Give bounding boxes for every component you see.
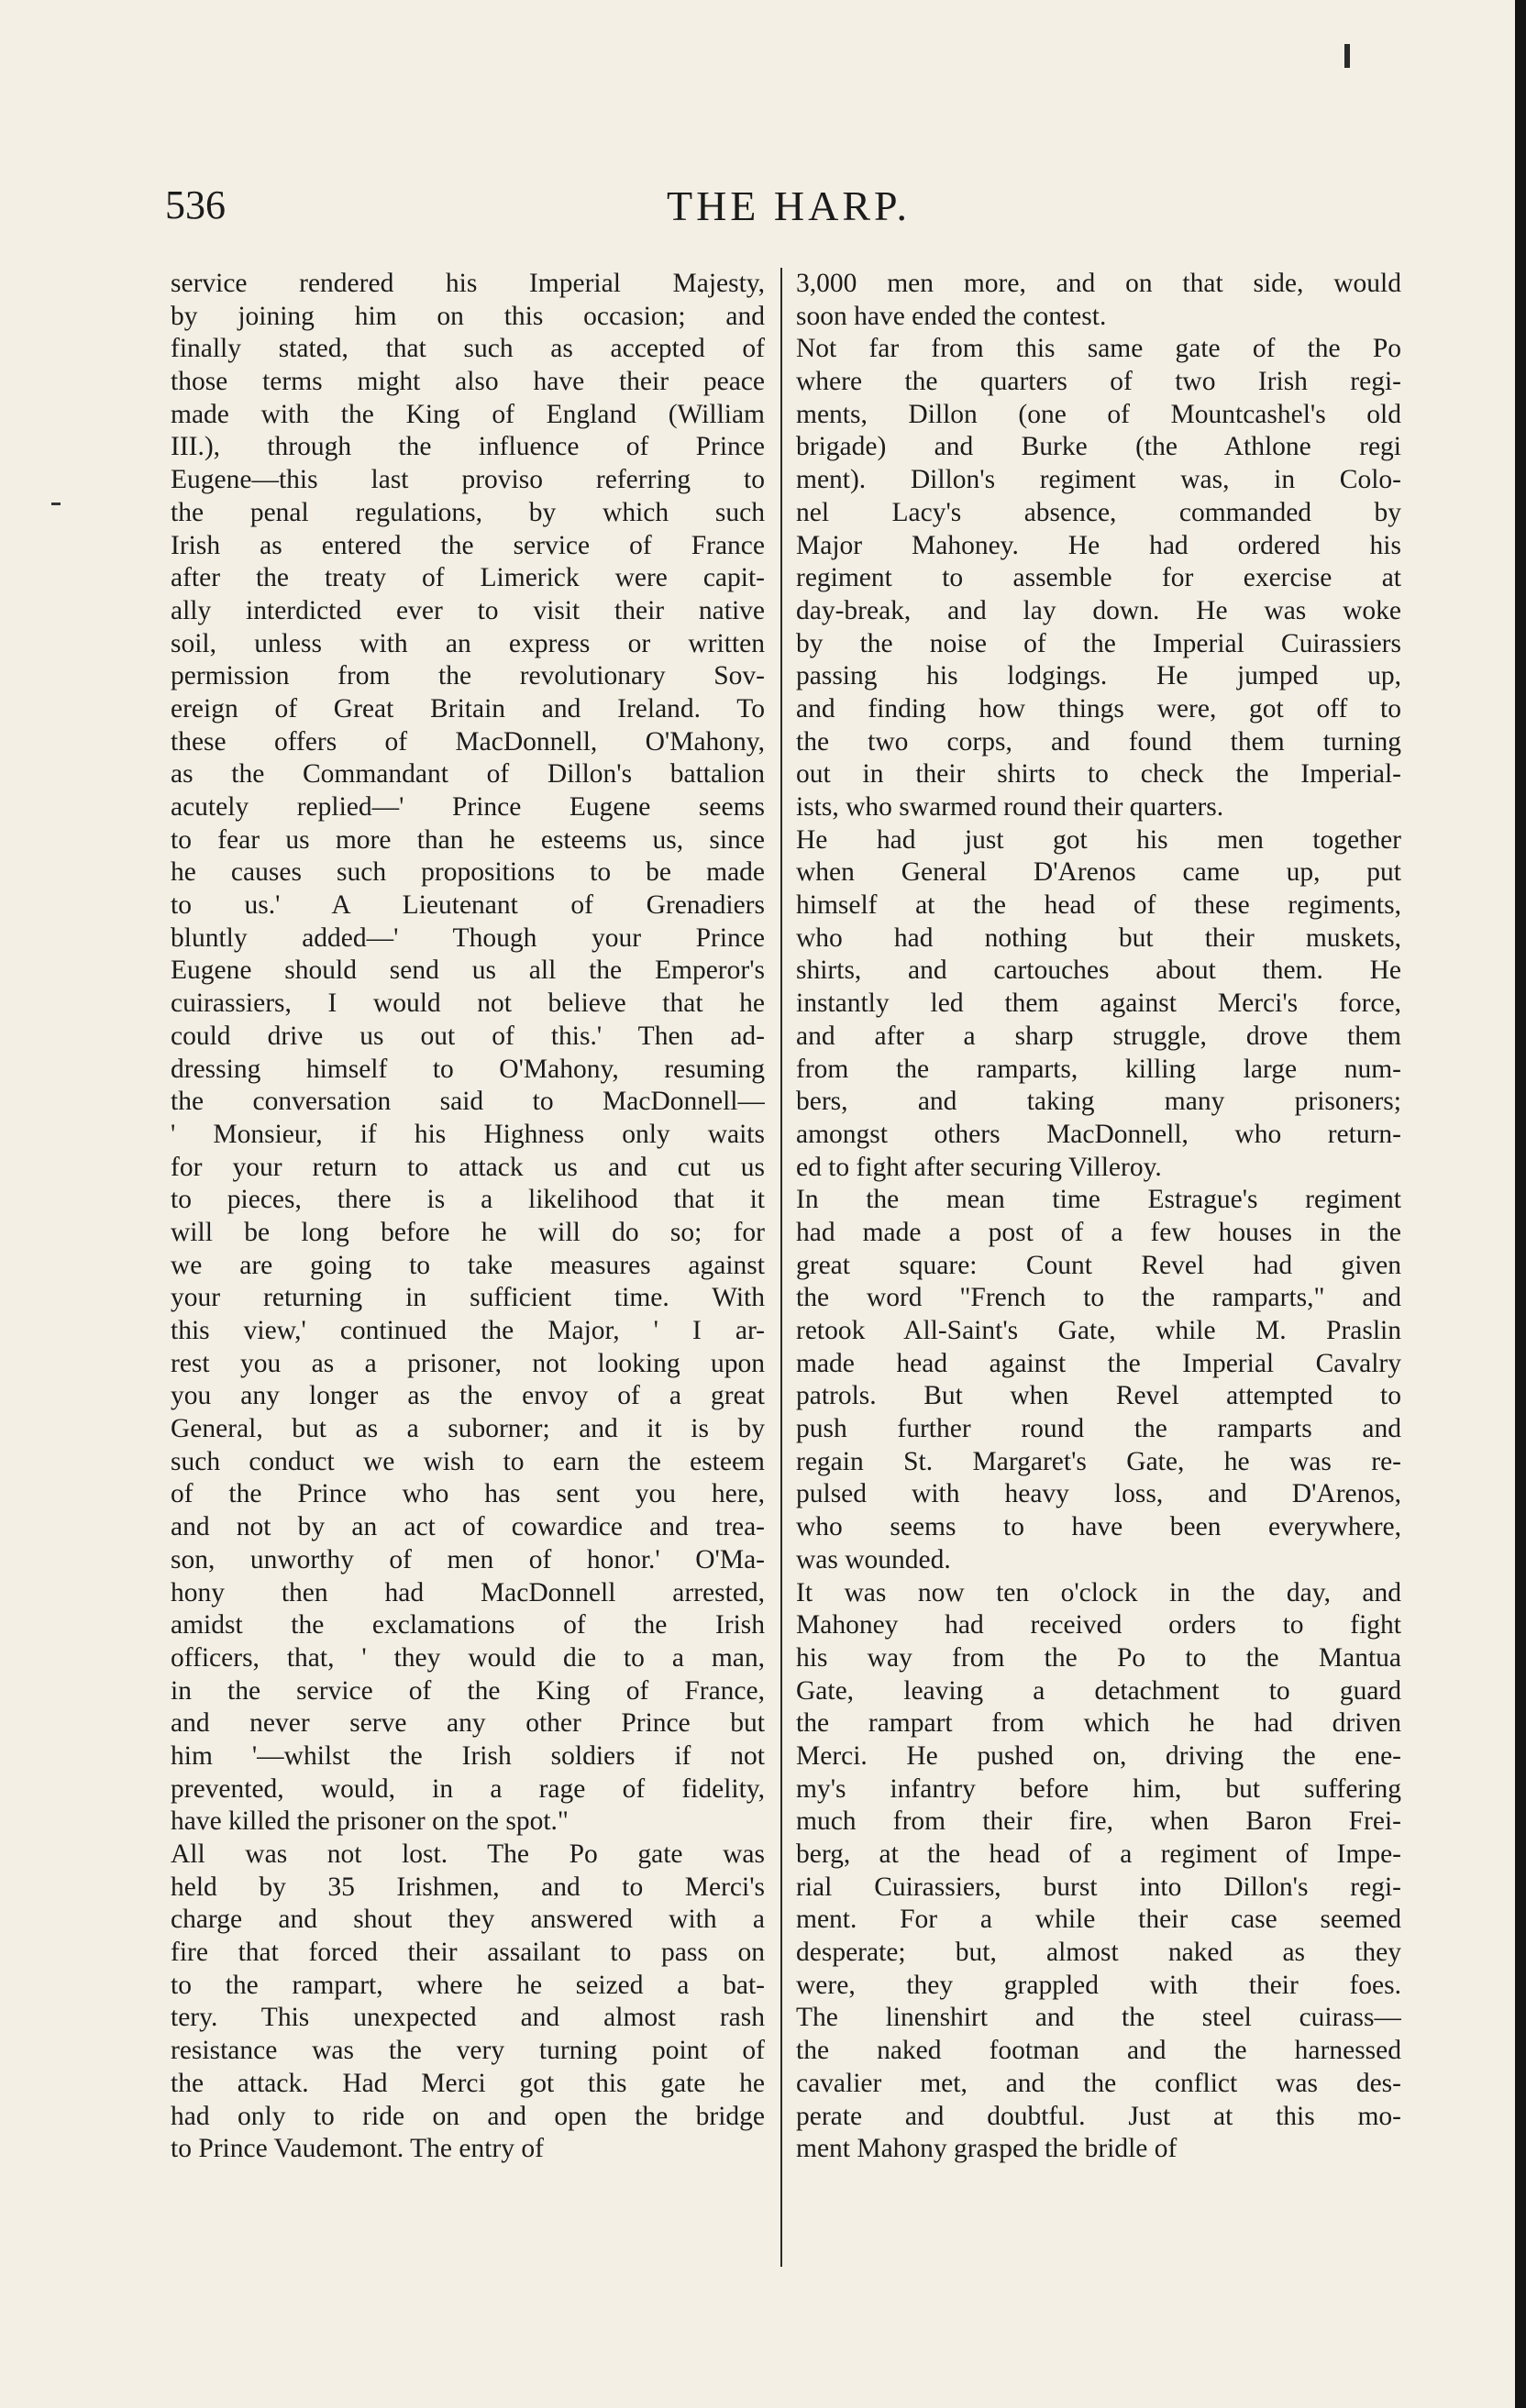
text-line: It was now ten o'clock in the day, and [796,1577,1401,1607]
text-line: Eugene—this last proviso referring to [171,465,765,495]
text-line: ment. For a while their case seemed [796,1905,1401,1935]
text-line: In the mean time Estrague's regiment [796,1185,1401,1215]
text-line: where the quarters of two Irish regi- [796,367,1401,397]
text-line: day-break, and lay down. He was woke [796,595,1401,625]
text-line: those terms might also have their peace [171,367,765,397]
text-line: regain St. Margaret's Gate, he was re- [796,1446,1401,1476]
text-line: and after a sharp struggle, drove them [796,1021,1401,1051]
text-line: the attack. Had Merci got this gate he [171,2068,765,2098]
text-line: berg, at the head of a regiment of Impe- [796,1839,1401,1869]
text-line: nel Lacy's absence, commanded by [796,497,1401,527]
text-line: and never serve any other Prince but [171,1708,765,1739]
text-line: push further round the ramparts and [796,1414,1401,1444]
text-line: resistance was the very turning point of [171,2036,765,2066]
text-line: Irish as entered the service of France [171,530,765,560]
text-line: for your return to attack us and cut us [171,1152,765,1182]
text-line: your returning in sufficient time. With [171,1283,765,1313]
text-line: ment Mahony grasped the bridle of [796,2134,1178,2164]
text-line: finally stated, that such as accepted of [171,334,765,364]
text-line: we are going to take measures against [171,1250,765,1280]
text-line: charge and shout they answered with a [171,1905,765,1935]
text-line: will be long before he will do so; for [171,1217,765,1247]
text-line: the penal regulations, by which such [171,497,765,527]
text-line: the conversation said to MacDonnell— [171,1087,765,1117]
text-line: these offers of MacDonnell, O'Mahony, [171,726,765,757]
left-column [171,268,765,2166]
text-line: the word "French to the ramparts," and [796,1283,1401,1313]
text-line: bers, and taking many prisoners; [796,1087,1401,1117]
text-line: instantly led them against Merci's force, [796,989,1401,1019]
text-line: Major Mahoney. He had ordered his [796,530,1401,560]
edge-mark [1344,44,1350,68]
text-line: son, unworthy of men of honor.' O'Ma- [171,1544,765,1574]
text-line: perate and doubtful. Just at this mo- [796,2101,1401,2131]
text-line: the two corps, and found them turning [796,726,1401,757]
text-line: The linenshirt and the steel cuirass— [796,2003,1401,2033]
text-line: when General D'Arenos came up, put [796,857,1401,888]
text-line: rest you as a prisoner, not looking upon [171,1348,765,1378]
text-line: out in their shirts to check the Imperial- [796,759,1401,790]
text-line: III.), through the influence of Prince [171,432,765,462]
margin-mark [51,503,61,505]
text-line: you any longer as the envoy of a great [171,1381,765,1411]
text-line: who had nothing but their muskets, [796,922,1401,953]
text-line: acutely replied—' Prince Eugene seems [171,792,765,822]
text-line: Mahoney had received orders to fight [796,1610,1401,1640]
text-line: from the ramparts, killing large num- [796,1054,1401,1084]
text-line: to pieces, there is a likelihood that it [171,1185,765,1215]
text-line: regiment to assemble for exercise at [796,563,1401,593]
text-line: cavalier met, and the conflict was des- [796,2068,1401,2098]
text-line: passing his lodgings. He jumped up, [796,661,1401,691]
text-line: brigade) and Burke (the Athlone regi [796,432,1401,462]
text-line: and not by an act of cowardice and trea- [171,1512,765,1542]
text-line: by the noise of the Imperial Cuirassiers [796,628,1401,658]
page-header [165,182,1412,246]
text-line: was wounded. [796,1544,951,1574]
text-line: made head against the Imperial Cavalry [796,1348,1401,1378]
text-line: General, but as a suborner; and it is by [171,1414,765,1444]
column-rule [780,268,782,2267]
text-line: in the service of the King of France, [171,1675,765,1706]
text-line: cuirassiers, I would not believe that he [171,989,765,1019]
text-line: my's infantry before him, but suffering [796,1773,1401,1804]
text-line: as the Commandant of Dillon's battalion [171,759,765,790]
text-line: Not far from this same gate of the Po [796,334,1401,364]
text-line: retook All-Saint's Gate, while M. Praslin [796,1316,1401,1345]
text-line: this view,' continued the Major, ' I ar- [171,1316,765,1345]
text-line: Merci. He pushed on, driving the ene- [796,1740,1401,1771]
text-line: had only to ride on and open the bridge [171,2101,765,2131]
text-line: who seems to have been everywhere, [796,1512,1401,1542]
text-line: patrols. But when Revel attempted to [796,1381,1401,1411]
text-line: He had just got his men together [796,824,1401,855]
text-line: had made a post of a few houses in the [796,1217,1401,1247]
text-line: 3,000 men more, and on that side, would [796,269,1401,298]
text-line: bluntly added—' Though your Prince [171,922,765,953]
text-line: rial Cuirassiers, burst into Dillon's regi- [796,1872,1401,1902]
text-line: of the Prince who has sent you here, [171,1479,765,1509]
text-line: ment). Dillon's regiment was, in Colo- [796,465,1401,495]
text-line: his way from the Po to the Mantua [796,1642,1401,1673]
text-line: shirts, and cartouches about them. He [796,955,1401,986]
text-line: desperate; but, almost naked as they [796,1938,1401,1968]
text-line: pulsed with heavy loss, and D'Arenos, [796,1479,1401,1509]
page-edge [1515,0,1526,2408]
text-line: have killed the prisoner on the spot." [171,1806,569,1837]
text-line: amidst the exclamations of the Irish [171,1610,765,1640]
text-line: and finding how things were, got off to [796,693,1401,724]
text-line: himself at the head of these regiments, [796,890,1401,921]
text-line: him '—whilst the Irish soldiers if not [171,1740,765,1771]
text-line: ' Monsieur, if his Highness only waits [171,1119,765,1149]
text-line: ists, who swarmed round their quarters. [796,792,1224,822]
text-line: after the treaty of Limerick were capit- [171,563,765,593]
page-number: 536 [165,182,226,227]
text-line: to fear us more than he esteems us, since [171,824,765,855]
text-line: fire that forced their assailant to pass on [171,1938,765,1968]
text-line: ally interdicted ever to visit their native [171,595,765,625]
text-line: the naked footman and the harnessed [796,2036,1401,2066]
text-line: Gate, leaving a detachment to guard [796,1675,1401,1706]
text-line: to Prince Vaudemont. The entry of [171,2134,544,2164]
text-line: the rampart from which he had driven [796,1708,1401,1739]
text-line: All was not lost. The Po gate was [171,1839,765,1869]
right-column [796,268,1401,2166]
text-line: dressing himself to O'Mahony, resuming [171,1054,765,1084]
text-line: held by 35 Irishmen, and to Merci's [171,1872,765,1902]
text-line: he causes such propositions to be made [171,857,765,888]
text-line: could drive us out of this.' Then ad- [171,1021,765,1051]
text-line: amongst others MacDonnell, who return- [796,1119,1401,1149]
text-line: Eugene should send us all the Emperor's [171,955,765,986]
text-line: were, they grappled with their foes. [796,1970,1401,2000]
text-line: to the rampart, where he seized a bat- [171,1970,765,2000]
text-line: permission from the revolutionary Sov- [171,661,765,691]
text-line: service rendered his Imperial Majesty, [171,269,765,298]
text-line: hony then had MacDonnell arrested, [171,1577,765,1607]
text-line: to us.' A Lieutenant of Grenadiers [171,890,765,921]
text-line: great square: Count Revel had given [796,1250,1401,1280]
text-line: officers, that, ' they would die to a man, [171,1642,765,1673]
text-line: made with the King of England (William [171,399,765,429]
running-title: THE HARP. [666,182,912,229]
text-line: soon have ended the contest. [796,301,1107,331]
text-line: by joining him on this occasion; and [171,301,765,331]
text-line: ments, Dillon (one of Mountcashel's old [796,399,1401,429]
text-line: ereign of Great Britain and Ireland. To [171,693,765,724]
text-line: ed to fight after securing Villeroy. [796,1152,1162,1182]
text-line: much from their fire, when Baron Frei- [796,1806,1401,1837]
text-line: such conduct we wish to earn the esteem [171,1446,765,1476]
text-line: prevented, would, in a rage of fidelity, [171,1773,765,1804]
text-line: soil, unless with an express or written [171,628,765,658]
text-line: tery. This unexpected and almost rash [171,2003,765,2033]
